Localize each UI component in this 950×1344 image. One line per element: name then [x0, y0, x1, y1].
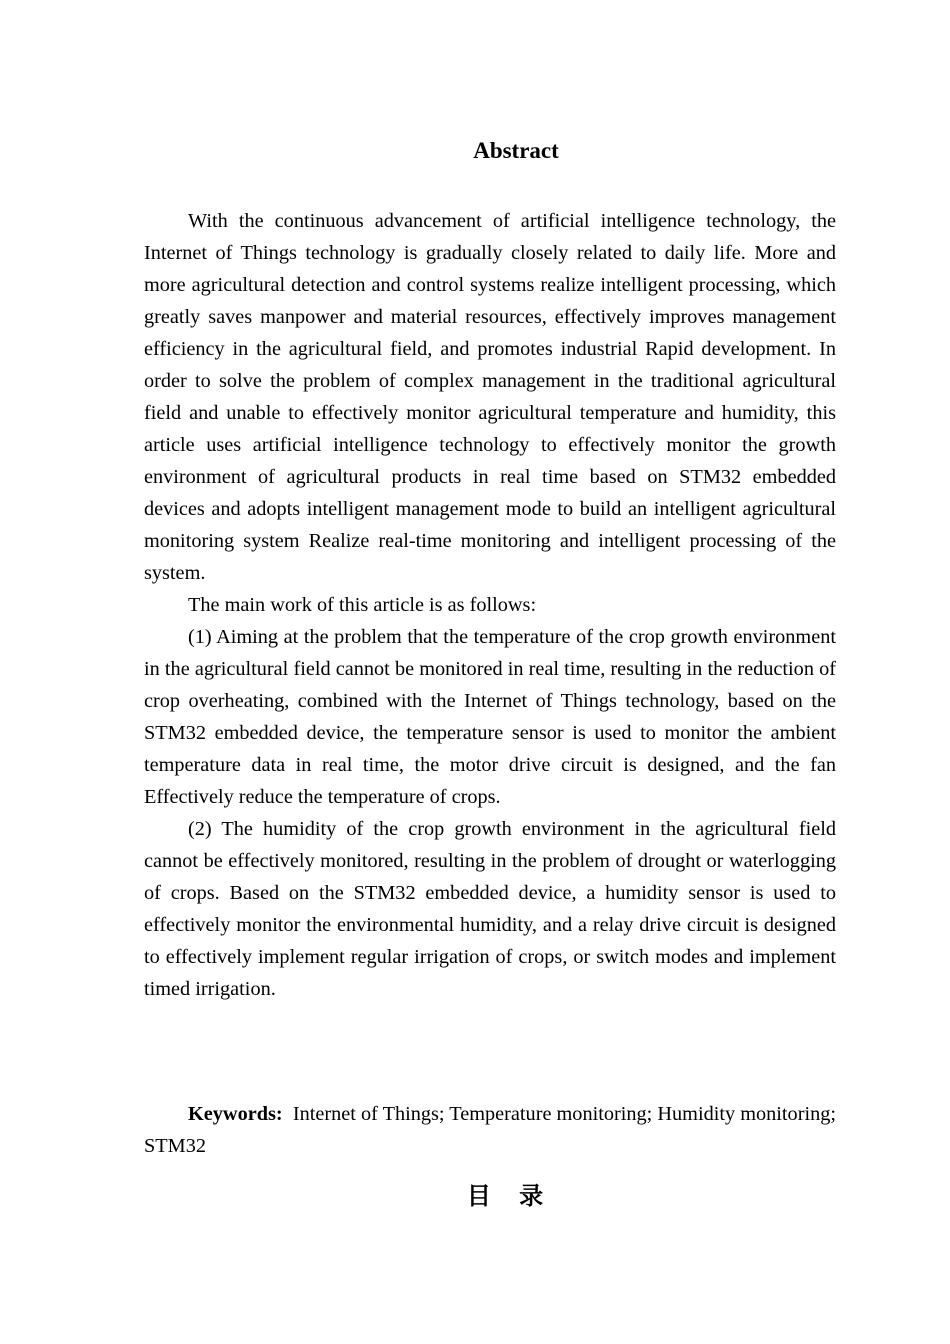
toc-title: 目 录 — [466, 1182, 554, 1210]
abstract-title-container — [144, 136, 836, 166]
keywords-label: Keywords: — [188, 1103, 283, 1125]
abstract-title: Abstract — [473, 138, 559, 163]
keywords-text: Internet of Things; Temperature monitoring; Humidity monitoring; STM32 — [144, 1103, 836, 1157]
abstract-paragraph-main-work: The main work of this article is as follows: — [188, 594, 537, 616]
abstract-body — [144, 205, 836, 1005]
abstract-paragraph-item-2: (2) The humidity of the crop growth environment in the agricultural field cannot be effectively monitored, resulting in the problem of drought or waterlogging of crops. Based on the STM32 embedded device, a humidity sensor is used to effectively monitor the environmental humidity, and a relay drive circuit is designed to effectively implement regular irrigation of crops, or switch modes and implement timed irrigation. — [144, 818, 836, 1000]
abstract-paragraph-item-1: (1) Aiming at the problem that the temperature of the crop growth environment in the agricultural field cannot be monitored in real time, resulting in the reduction of crop overheating, combined with the Internet of Things technology, based on the STM32 embedded device, the temperature sensor is used to monitor the ambient temperature data in real time, the motor drive circuit is designed, and the fan Effectively reduce the temperature of crops. — [144, 626, 836, 808]
abstract-paragraph-intro: With the continuous advancement of artificial intelligence technology, the Internet of Things technology is gradually closely related to daily life. More and more agricultural detection and control systems realize intelligent processing, which greatly saves manpower and material resources, effectively improves management efficiency in the agricultural field, and promotes industrial Rapid development. In order to solve the problem of complex management in the traditional agricultural field and unable to effectively monitor agricultural temperature and humidity, this article uses artificial intelligence technology to effectively monitor the growth environment of agricultural products in real time based on STM32 embedded devices and adopts intelligent management mode to build an intelligent agricultural monitoring system Realize real-time monitoring and intelligent processing of the system. — [144, 210, 836, 584]
keywords-line — [144, 1098, 836, 1162]
